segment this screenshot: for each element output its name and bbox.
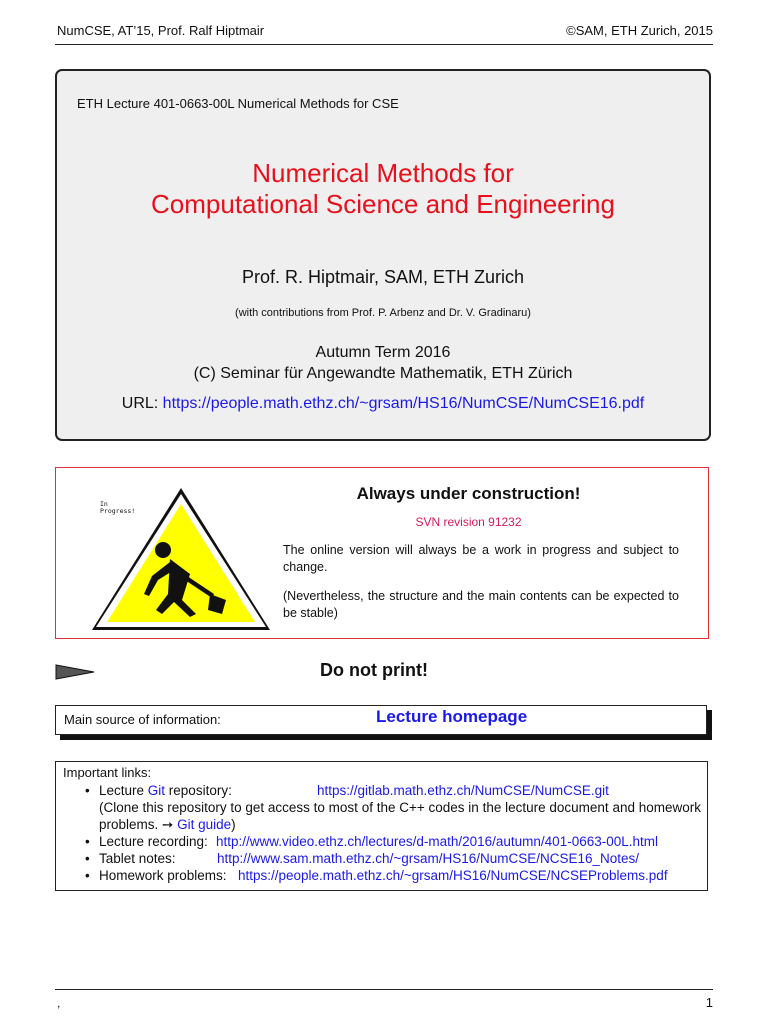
seminar: (C) Seminar für Angewandte Mathematik, ETH Zürich (193, 365, 573, 382)
construction-sign-icon (86, 482, 276, 632)
bullet: • (85, 834, 90, 849)
footer-left: , (57, 996, 61, 1010)
links-list (63, 782, 701, 884)
title-line-2: Computational Science and Engineering (151, 189, 615, 219)
title-box (55, 69, 711, 441)
document-title (57, 158, 709, 220)
construction-paragraph-1: The online version will always be a work in progress and subject to change. (283, 543, 679, 574)
term: Autumn Term 2016 (315, 344, 451, 361)
bullet: • (85, 783, 90, 798)
document-url-link[interactable]: https://people.math.ethz.ch/~grsam/HS16/NumCSE/NumCSE16.pdf (162, 395, 645, 412)
source-box (55, 705, 707, 735)
homework-link[interactable]: https://people.math.ethz.ch/~grsam/HS16/NumCSE/NCSEProblems.pdf (238, 868, 668, 883)
git-link[interactable]: Git (147, 783, 166, 798)
clone-note (63, 799, 701, 833)
recording-label: Lecture recording: (99, 834, 208, 849)
header-rule (55, 44, 713, 45)
construction-paragraph-2: (Nevertheless, the structure and the main contents can be expected to be stable) (283, 589, 679, 620)
clone-note-text: (Clone this repository to get access to most of the C++ codes in the lecture document and homework problems. (99, 800, 701, 832)
tablet-notes-link[interactable]: http://www.sam.math.ethz.ch/~grsam/HS16/NumCSE/NCSE16_Notes/ (217, 851, 640, 866)
recording-link[interactable]: http://www.video.ethz.ch/lectures/d-math/2016/autumn/401-0663-00L.html (216, 834, 658, 849)
url-label: URL: (121, 395, 159, 412)
url-line (57, 395, 709, 413)
construction-heading: Always under construction! (356, 484, 581, 503)
bullet: • (85, 851, 90, 866)
term-info (57, 342, 709, 384)
sign-text-2: Progress! (100, 507, 136, 515)
lecture-homepage-link[interactable]: Lecture homepage (376, 707, 528, 726)
important-links-box (55, 761, 708, 891)
do-not-print: Do not print! (320, 660, 428, 680)
title-line-1: Numerical Methods for (252, 158, 514, 188)
tablet-label: Tablet notes: (99, 851, 176, 866)
git-label (99, 782, 317, 799)
author: Prof. R. Hiptmair, SAM, ETH Zurich (241, 267, 525, 287)
list-item-git (63, 782, 701, 799)
page-number: 1 (705, 995, 713, 1010)
header-left: NumCSE, AT’15, Prof. Ralf Hiptmair (57, 23, 265, 38)
links-heading: Important links: (63, 765, 152, 780)
construction-box (55, 467, 709, 639)
git-label-suffix: repository: (165, 783, 232, 798)
sign-text-1: In (100, 500, 108, 508)
git-repository-link[interactable]: https://gitlab.math.ethz.ch/NumCSE/NumCSE.git (317, 783, 609, 798)
right-arrow-icon: ➙ (162, 817, 174, 832)
pointer-arrow-icon (55, 664, 95, 680)
git-label-prefix: Lecture (99, 783, 148, 798)
footer-rule (55, 989, 713, 990)
header-right: ©SAM, ETH Zurich, 2015 (566, 23, 713, 38)
list-item-tablet (63, 850, 701, 867)
homework-label: Homework problems: (99, 868, 227, 883)
git-guide-link[interactable]: Git guide (177, 817, 232, 832)
list-item-homework (63, 867, 701, 884)
list-item-recording (63, 833, 701, 850)
source-label: Main source of information: (64, 712, 221, 727)
course-code: ETH Lecture 401-0663-00L Numerical Methods for CSE (77, 96, 399, 111)
bullet: • (85, 868, 90, 883)
clone-note-close: ) (231, 817, 236, 832)
contributions: (with contributions from Prof. P. Arbenz and Dr. V. Gradinaru) (235, 307, 531, 319)
svn-revision: SVN revision 91232 (415, 515, 522, 529)
